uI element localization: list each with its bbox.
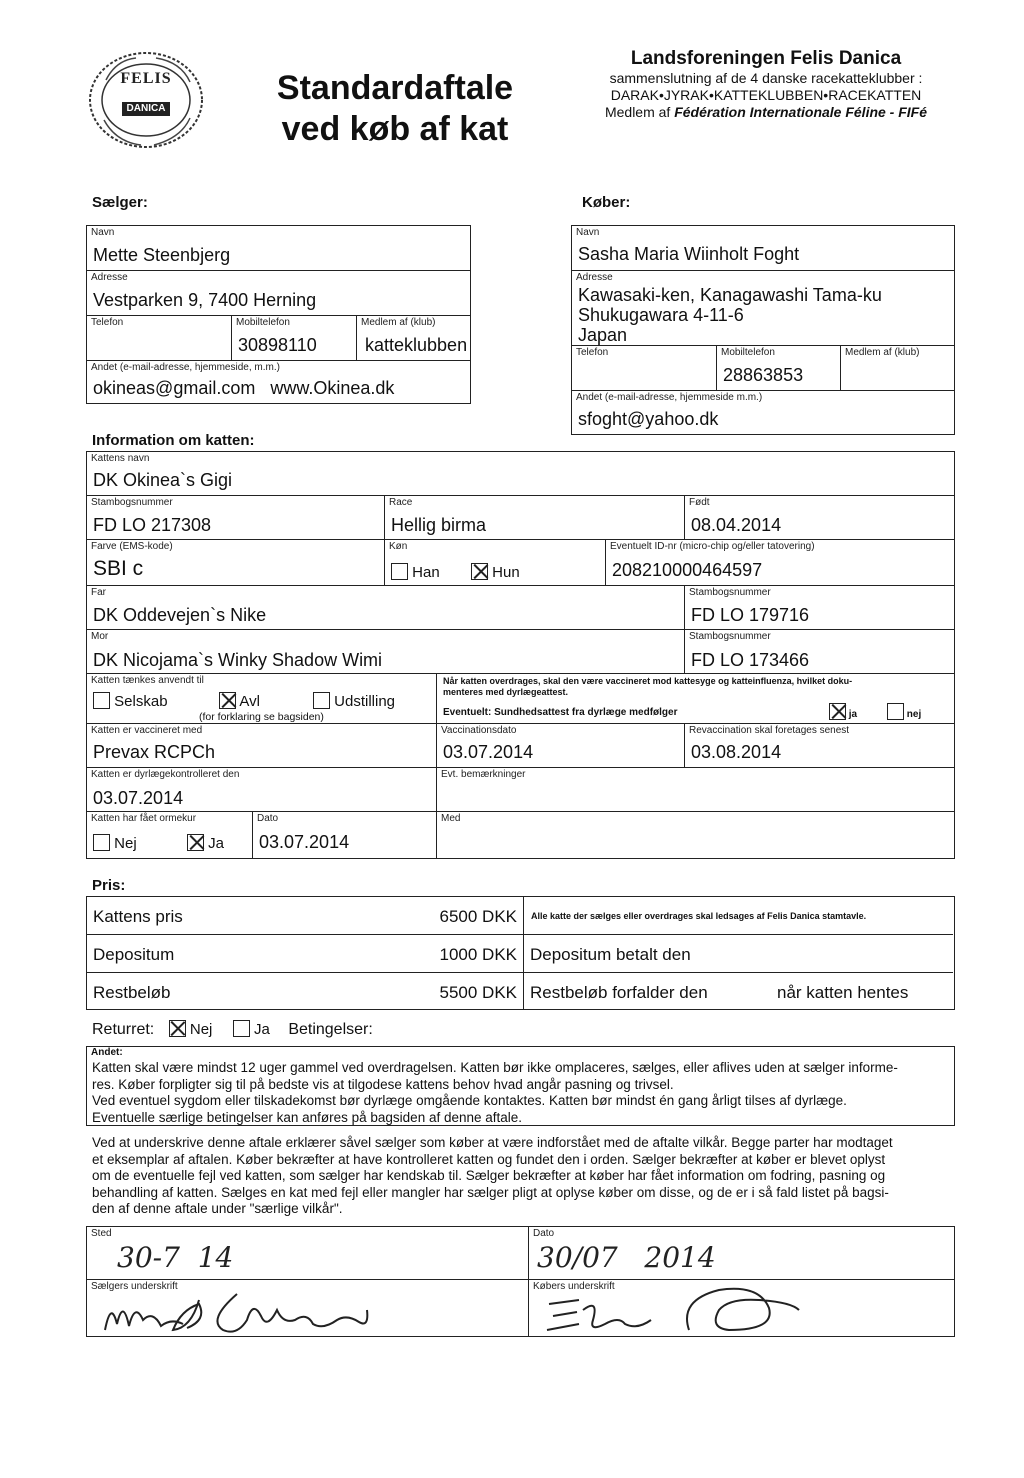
vaccination-date-field[interactable]: Vaccinationsdato 03.07.2014 [436,723,685,768]
rest-label: Restbeløb [93,983,171,1002]
cat-heading: Information om katten: [92,432,255,449]
cat-mother-field[interactable]: Mor DK Nicojama`s Winky Shadow Wimi [86,629,685,674]
vaccination-notice [436,673,955,724]
deposit-value: 1000 DKK [439,945,517,964]
document-title [270,68,520,150]
sex-male-option[interactable]: Han [391,563,440,581]
seller-phone-field[interactable]: Telefon [86,315,232,361]
title-line-2: ved køb af kat [281,110,509,148]
price-label: Kattens pris [93,907,183,926]
other-terms-box [86,1046,955,1126]
vacc-notice-line-2: menteres med dyrlægeattest. [443,687,569,697]
health-cert-text: Eventuelt: Sundhedsattest fra dyrlæge medfølger [443,707,678,718]
org-name: Landsforeningen Felis Danica [630,48,902,69]
cat-mother-reg: FD LO 173466 [691,650,810,670]
buyer-mobile-field[interactable]: Mobiltelefon 28863853 [716,345,841,391]
use-selskab-option[interactable]: Selskab [93,692,168,710]
deposit-label: Depositum [93,945,175,964]
worm-ja-option[interactable]: Ja [187,834,224,852]
conditions-label: Betingelser: [288,1021,373,1038]
other-label: Andet: [91,1047,123,1058]
seller-address-field[interactable]: Adresse Vestparken 9, 7400 Herning [86,270,471,316]
cat-id-field[interactable]: Eventuelt ID-nr (micro-chip og/eller tatovering) 208210000464597 [605,539,955,586]
org-line-1: sammenslutning af de 4 danske racekatteklubber : [609,70,923,86]
price-value: 6500 DKK [439,907,517,926]
buyer-other-field[interactable]: Andet (e-mail-adresse, hjemmeside m.m.) sfoght@yahoo.dk [571,390,955,435]
buyer-mobile: 28863853 [723,365,804,385]
rest-due-label: Restbeløb forfalder den [530,983,708,1002]
other-text: Katten skal være mindst 12 uger gammel ved overdragelsen. Katten bør ikke omplaceres, sælges, eller aflives uden at sælger informe- res. Køber forpligter sig til på bedste vis at tilgodese kattens behov hvad angår pasning og trivsel. Ved eventuel sygdom eller tilskadekomst bør dyrlæge omgående kontaktes. Katten bør mindst én gang årligt tilses af dyrlæge. Eventuelle særlige betingelser kan anføres på bagsiden af denne aftale. [92,1060,898,1125]
male-checkbox[interactable] [391,563,408,580]
revaccination-field[interactable]: Revaccination skal foretages senest 03.08.2014 [684,723,955,768]
seller-address: Vestparken 9, 7400 Herning [93,290,317,310]
buyer-member-field[interactable]: Medlem af (klub) [840,345,955,391]
vaccinated-with-field[interactable]: Katten er vaccineret med Prevax RCPCh [86,723,437,768]
worm-date-field[interactable]: Dato 03.07.2014 [252,811,437,859]
worm-nej-checkbox[interactable] [93,834,110,851]
cat-color: SBI c [93,557,144,580]
cat-father: DK Oddevejen`s Nike [93,605,267,625]
cat-born: 08.04.2014 [691,515,782,535]
title-line-1: Standardaftale [276,69,514,107]
cat-born-field[interactable]: Født 08.04.2014 [684,495,955,540]
cat-use-field: Katten tænkes anvendt til Selskab Avl Udstilling (for forklaring se bagsiden) [86,673,437,724]
price-table [86,896,955,1010]
seller-member-field[interactable]: Medlem af (klub) katteklubben [356,315,471,361]
felis-danica-logo: FELIS DANICA [86,50,206,150]
worm-ja-checkbox[interactable] [187,834,204,851]
rest-due-value: når katten hentes [777,983,909,1002]
buyer-address-line-3: Japan [578,325,628,345]
cat-name: DK Okinea`s Gigi [93,470,233,490]
date-value: 30/07 2014 [537,1241,716,1274]
selskab-checkbox[interactable] [93,692,110,709]
return-right-label: Returret: [92,1021,155,1038]
cat-mother-reg-field[interactable]: Stambogsnummer FD LO 173466 [684,629,955,674]
buyer-name-field[interactable]: Navn Sasha Maria Wiinholt Foght [571,225,955,271]
udstilling-checkbox[interactable] [313,692,330,709]
cat-id: 208210000464597 [612,560,763,580]
org-line-3: Medlem af Fédération Internationale Féline - FIFé [604,104,928,120]
vet-checked-date: 03.07.2014 [93,788,184,808]
buyer-name: Sasha Maria Wiinholt Foght [578,244,800,264]
seller-mobile: 30898110 [238,335,317,355]
buyer-phone-field[interactable]: Telefon [571,345,717,391]
seller-name: Mette Steenbjerg [93,245,231,265]
cat-breed: Hellig birma [391,515,487,535]
use-avl-option[interactable]: Avl [219,692,260,710]
buyer-address-line-2: Shukugawara 4-11-6 [578,305,744,325]
seller-other: okineas@gmail.com www.Okinea.dk [93,378,395,398]
use-note: (for forklaring se bagsiden) [199,711,324,723]
seller-other-field[interactable]: Andet (e-mail-adresse, hjemmeside, m.m.) okineas@gmail.com www.Okinea.dk [86,360,471,404]
sex-female-option[interactable]: Hun [471,563,520,581]
health-ja-checkbox[interactable] [829,703,846,720]
seller-name-field[interactable]: Navn Mette Steenbjerg [86,225,471,271]
pedigree-note: Alle katte der sælges eller overdrages skal ledsages af Felis Danica stamtavle. [531,911,867,921]
place-value: 30-7 14 [117,1241,234,1274]
vacc-notice-line-1: Når katten overdrages, skal den være vaccineret mod kattesyge og katteinfluenza, hvilket doku- [443,676,853,686]
cat-mother: DK Nicojama`s Winky Shadow Wimi [93,650,383,670]
seller-signature-image [87,1280,528,1336]
rest-value: 5500 DKK [439,983,517,1002]
price-heading: Pris: [92,877,126,894]
vaccinated-with: Prevax RCPCh [93,742,216,762]
worm-date: 03.07.2014 [259,832,350,852]
cat-regno-field[interactable]: Stambogsnummer FD LO 217308 [86,495,385,540]
seller-signature-field[interactable]: Sælgers underskrift [86,1279,529,1337]
organization-info [566,48,966,121]
return-right-row [92,1020,373,1039]
return-nej-checkbox[interactable] [169,1020,186,1037]
cat-color-field[interactable]: Farve (EMS-kode) SBI c [86,539,385,586]
buyer-address-field[interactable]: Adresse Kawasaki-ken, Kanagawashi Tama-ku Shukugawara 4-11-6 Japan [571,270,955,346]
health-ja-option[interactable]: ja [829,703,857,720]
seller-member: katteklubben [365,335,468,355]
return-nej-option[interactable]: Nej [169,1021,213,1038]
health-nej-option[interactable]: nej [887,703,921,720]
place-field[interactable]: Sted 30-7 14 [86,1226,529,1280]
cat-sex-field: Køn Han Hun [384,539,606,586]
buyer-other: sfoght@yahoo.dk [578,409,719,429]
org-line-2: DARAK•JYRAK•KATTEKLUBBEN•RACEKATTEN [610,87,922,103]
cat-regno: FD LO 217308 [93,515,212,535]
vet-checked-field[interactable]: Katten er dyrlægekontrolleret den 03.07.2014 [86,767,437,812]
use-udstilling-option[interactable]: Udstilling [313,692,395,710]
cat-father-field[interactable]: Far DK Oddevejen`s Nike [86,585,685,630]
seller-heading: Sælger: [92,194,148,211]
remarks-field[interactable]: Evt. bemærkninger [436,767,955,812]
return-ja-checkbox[interactable] [233,1020,250,1037]
buyer-heading: Køber: [582,194,631,211]
worm-med-field[interactable]: Med [436,811,955,859]
revaccination-date: 03.08.2014 [691,742,782,762]
agreement-text: Ved at underskrive denne aftale erklærer såvel sælger som køber at være indforstået med de aftalte vilkår. Begge parter har modtaget et eksemplar af aftalen. Køber bekræfter at have kontrolleret katten og fundet den i orden. Sælger bekræfter at køber er blevet oplyst om de eventuelle fejl ved katten, som sælger har kendskab til. Sælger bekræfter at køber har fået information om fodring, pasning og behandling af katten. Sælges en kat med fejl eller mangler har sælger pligt at oplyse køber om disse, og de er i så fald listet på bagsi- den af denne aftale under "særlige vilkår". [92,1135,893,1216]
vaccination-date: 03.07.2014 [443,742,534,762]
health-nej-checkbox[interactable] [887,703,904,720]
avl-checkbox[interactable] [219,692,236,709]
worm-treatment-field: Katten har fået ormekur Nej Ja [86,811,253,859]
cat-breed-field[interactable]: Race Hellig birma [384,495,685,540]
cat-father-reg: FD LO 179716 [691,605,810,625]
return-ja-option[interactable]: Ja [233,1021,270,1038]
cat-name-field[interactable]: Kattens navn DK Okinea`s Gigi [86,451,955,496]
deposit-paid-label: Depositum betalt den [530,945,691,964]
female-checkbox[interactable] [471,563,488,580]
buyer-address-line-1: Kawasaki-ken, Kanagawashi Tama-ku [578,285,882,305]
cat-father-reg-field[interactable]: Stambogsnummer FD LO 179716 [684,585,955,630]
seller-mobile-field[interactable]: Mobiltelefon 30898110 [231,315,357,361]
date-field[interactable]: Dato 30/07 2014 [528,1226,955,1280]
buyer-signature-image [529,1280,954,1336]
buyer-signature-field[interactable]: Købers underskrift [528,1279,955,1337]
worm-nej-option[interactable]: Nej [93,834,137,852]
